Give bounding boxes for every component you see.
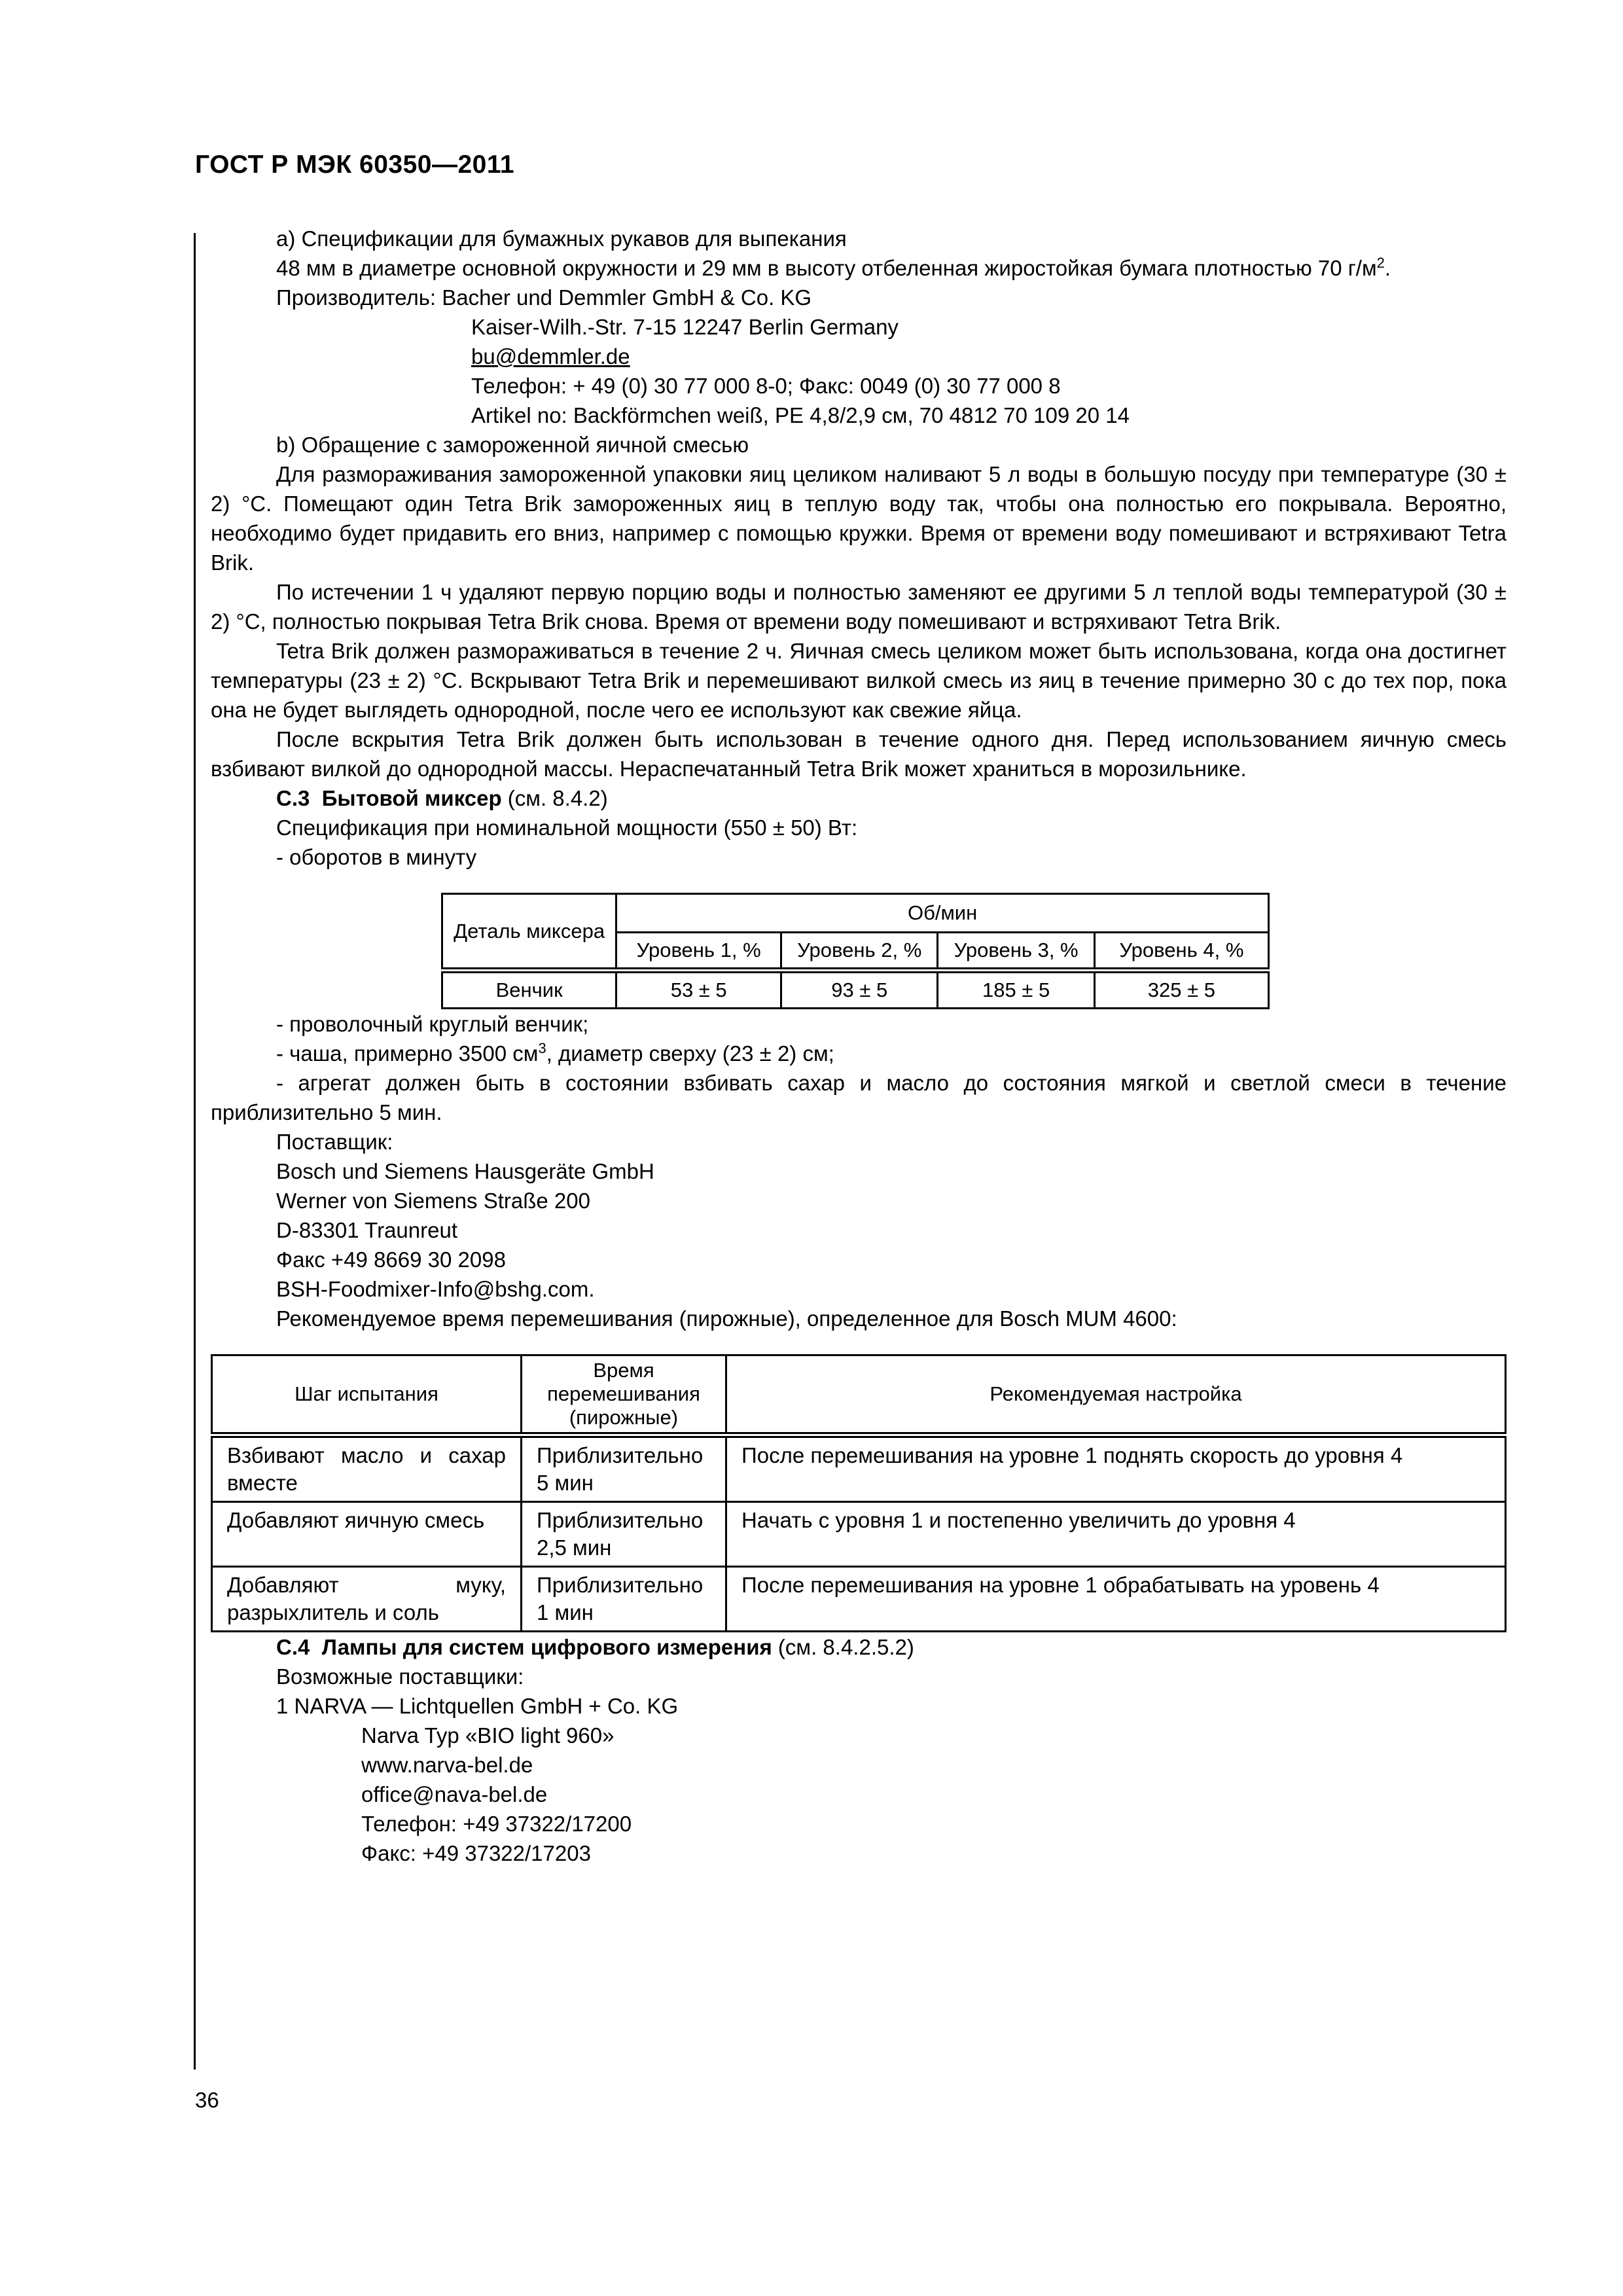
email-link[interactable]: bu@demmler.de xyxy=(471,344,630,368)
table-row xyxy=(442,971,1269,1009)
value-level-4: 325 ± 5 xyxy=(1094,971,1268,1009)
part-b-paragraph-3: Tetra Brik должен размораживаться в течение 2 ч. Яичная смесь целиком может быть использована, когда она достигнет температуры (23 ± 2) °С. Вскрывают Tetra Brik и перемешивают вилкой смесь из яиц в течение примерно 30 с до тех пор, пока она не будет выглядеть однородной, после чего ее используют как свежие яйца. xyxy=(211,639,1507,722)
mixer-speed-table xyxy=(441,893,1270,1009)
manufacturer-email xyxy=(211,342,1507,371)
spec-end: . xyxy=(1384,256,1391,280)
section-c3-heading xyxy=(211,783,1507,813)
bowl-end: , диаметр сверху (23 ± 2) см; xyxy=(546,1041,834,1066)
section-c3-ref: (см. 8.4.2) xyxy=(507,786,608,810)
power-spec: Спецификация при номинальной мощности (550 ± 50) Вт: xyxy=(276,816,858,840)
bullet-bowl xyxy=(211,1039,1507,1068)
col-group-rpm: Об/мин xyxy=(616,894,1269,933)
supplier-line-3: D-83301 Traunreut xyxy=(276,1218,458,1242)
table-row xyxy=(212,1502,1506,1567)
table-row xyxy=(212,1435,1506,1502)
rpm-line: - оборотов в минуту xyxy=(276,845,477,869)
cell-step: Добавляют муку, разрыхлитель и соль xyxy=(212,1567,522,1632)
supplier-line-2: Werner von Siemens Straße 200 xyxy=(276,1189,590,1213)
cell-setting: После перемешивания на уровне 1 обрабатывать на уровень 4 xyxy=(726,1567,1506,1632)
spec-sup: 2 xyxy=(1376,255,1385,271)
supplier-line-1: Bosch und Siemens Hausgeräte GmbH xyxy=(276,1159,654,1183)
c4-supplier-line-3: office@nava-bel.de xyxy=(361,1782,548,1806)
c4-supplier-line-5: Факс: +49 37322/17203 xyxy=(361,1841,591,1865)
section-c4-ref: (см. 8.4.2.5.2) xyxy=(777,1635,914,1659)
cell-setting: После перемешивания на уровне 1 поднять скорость до уровня 4 xyxy=(726,1435,1506,1502)
col-test-step: Шаг испытания xyxy=(212,1355,522,1435)
section-c4-title: Лампы для систем цифрового измерения xyxy=(321,1635,772,1659)
bullet-whisk: - проволочный круглый венчик; xyxy=(276,1012,589,1036)
c4-supplier-line-2: www.narva-bel.de xyxy=(361,1753,533,1777)
bowl-text: - чаша, примерно 3500 см xyxy=(276,1041,539,1066)
cell-time: Приблизительно 1 мин xyxy=(522,1567,726,1632)
spec-text: 48 мм в диаметре основной окружности и 29 мм в высоту отбеленная жиростойкая бумага плотностью 70 г/м xyxy=(276,256,1377,280)
section-c4-number: С.4 xyxy=(276,1635,310,1659)
cell-setting: Начать с уровня 1 и постепенно увеличить до уровня 4 xyxy=(726,1502,1506,1567)
section-c4-heading xyxy=(211,1632,1507,1662)
manufacturer-line: Производитель: Bacher und Demmler GmbH & Co. KG xyxy=(276,285,812,310)
col-mixer-part: Деталь миксера xyxy=(442,894,616,971)
revision-bar xyxy=(194,233,196,2070)
value-level-2: 93 ± 5 xyxy=(781,971,938,1009)
table-row xyxy=(212,1567,1506,1632)
supplier-line-5: BSH-Foodmixer-Info@bshg.com. xyxy=(276,1277,595,1301)
col-level-1: Уровень 1, % xyxy=(616,933,781,971)
manufacturer-phone: Телефон: + 49 (0) 30 77 000 8-0; Факс: 0049 (0) 30 77 000 8 xyxy=(471,374,1061,398)
manufacturer-article: Artikel no: Backförmchen weiß, PE 4,8/2,9 см, 70 4812 70 109 20 14 xyxy=(471,403,1130,427)
mix-intro: Рекомендуемое время перемешивания (пирожные), определенное для Bosch MUM 4600: xyxy=(276,1306,1177,1331)
col-level-3: Уровень 3, % xyxy=(938,933,1094,971)
col-recommended-setting: Рекомендуемая настройка xyxy=(726,1355,1506,1435)
manufacturer-address: Kaiser-Wilh.-Str. 7-15 12247 Berlin Germany xyxy=(471,315,899,339)
cell-step: Взбивают масло и сахар вместе xyxy=(212,1435,522,1502)
part-a-spec xyxy=(211,253,1507,283)
part-b-paragraph-4: После вскрытия Tetra Brik должен быть использован в течение одного дня. Перед использованием яичную смесь взбивают вилкой до однородной массы. Нераспечатанный Tetra Brik может храниться в морозильнике. xyxy=(211,727,1507,781)
value-level-3: 185 ± 5 xyxy=(938,971,1094,1009)
table-header-row xyxy=(442,894,1269,933)
col-mixing-time: Время перемешивания (пирожные) xyxy=(522,1355,726,1435)
bullet-unit: - агрегат должен быть в состоянии взбивать сахар и масло до состояния мягкой и светлой смеси в течение приблизительно 5 мин. xyxy=(211,1071,1507,1124)
supplier-line-4: Факс +49 8669 30 2098 xyxy=(276,1247,506,1272)
part-b-heading: b) Обращение с замороженной яичной смесью xyxy=(276,433,749,457)
col-level-4: Уровень 4, % xyxy=(1094,933,1268,971)
c4-suppliers-label: Возможные поставщики: xyxy=(276,1664,524,1689)
page-content xyxy=(211,224,1507,1868)
col-level-2: Уровень 2, % xyxy=(781,933,938,971)
section-c3-number: С.3 xyxy=(276,786,310,810)
row-label: Венчик xyxy=(442,971,616,1009)
page-number: 36 xyxy=(195,2088,219,2112)
section-c3-title: Бытовой миксер xyxy=(321,786,502,810)
c4-supplier-line-1: Narva Typ «BIO light 960» xyxy=(361,1723,615,1748)
bowl-sup: 3 xyxy=(538,1040,546,1056)
cell-time: Приблизительно 2,5 мин xyxy=(522,1502,726,1567)
part-b-paragraph-1: Для размораживания замороженной упаковки яиц целиком наливают 5 л воды в большую посуду при температуре (30 ± 2) °С. Помещают один Tetra Brik замороженных яиц в теплую воду так, чтобы она полностью его покрывала. Вероятно, необходимо будет придавить его вниз, например с помощью кружки. Время от времени воду помешивают и встряхивают Tetra Brik. xyxy=(211,462,1507,575)
part-b-paragraph-2: По истечении 1 ч удаляют первую порцию воды и полностью заменяют ее другими 5 л теплой воды температурой (30 ± 2) °С, полностью покрывая Tetra Brik снова. Время от времени воду помешивают и встряхивают Tetra Brik. xyxy=(211,580,1507,634)
supplier-label: Поставщик: xyxy=(276,1130,393,1154)
table-header-row xyxy=(212,1355,1506,1435)
c4-supplier-line-4: Телефон: +49 37322/17200 xyxy=(361,1812,632,1836)
cell-step: Добавляют яичную смесь xyxy=(212,1502,522,1567)
mixing-time-table xyxy=(211,1354,1507,1632)
value-level-1: 53 ± 5 xyxy=(616,971,781,1009)
c4-supplier-name: 1 NARVA — Lichtquellen GmbH + Co. KG xyxy=(276,1694,679,1718)
cell-time: Приблизительно 5 мин xyxy=(522,1435,726,1502)
part-a-heading: a) Спецификации для бумажных рукавов для выпекания xyxy=(276,226,847,251)
page-header: ГОСТ Р МЭК 60350—2011 xyxy=(195,151,515,179)
